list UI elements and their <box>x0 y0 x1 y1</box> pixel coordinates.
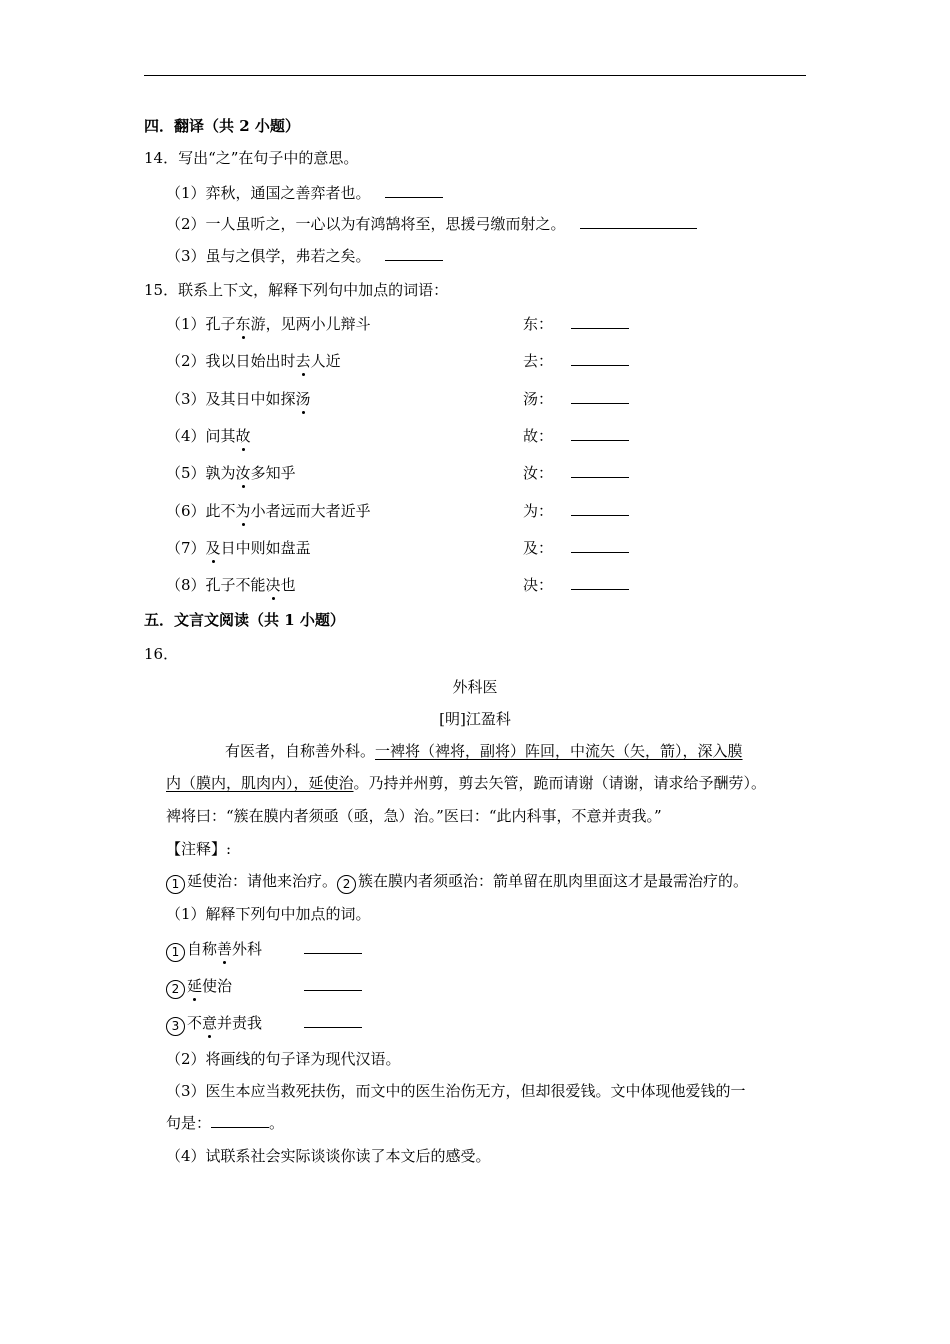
dotted-word: 延 <box>187 977 203 995</box>
q15-answer-label: 故： <box>523 426 554 445</box>
dotted-word: 汝 <box>235 464 251 483</box>
note-1-text: 延使治：请他来治疗。 <box>187 872 338 890</box>
q15-item-prefix: （8）孔子不能 <box>166 576 266 595</box>
q14-item-2-answer-blank[interactable] <box>580 216 697 229</box>
q15-item-suffix: 日中则如盘盂 <box>220 538 311 557</box>
q15-answer <box>523 314 629 334</box>
sub1-item-prefix: 自称 <box>187 940 218 958</box>
q15-item-prefix: （3）及其日中如探 <box>166 389 296 408</box>
sub1-item-suffix: 并责我 <box>217 1014 263 1032</box>
q15-item <box>166 575 296 595</box>
q15-answer-blank[interactable] <box>571 428 629 441</box>
q15-item-suffix: 也 <box>280 576 296 595</box>
q15-answer <box>523 389 629 409</box>
notes-title: 【注释】: <box>166 840 232 858</box>
notes-line <box>166 871 748 894</box>
q15-item-suffix: 人近 <box>310 352 341 371</box>
sub-question-3-line-2 <box>166 1113 284 1133</box>
dotted-word: 意 <box>202 1014 218 1032</box>
q15-item <box>166 314 371 334</box>
dotted-word: 故 <box>235 426 251 445</box>
q14-item-3-answer-blank[interactable] <box>385 248 443 261</box>
sub-question-3-prefix: 句是： <box>166 1114 212 1132</box>
q15-answer <box>523 501 629 521</box>
underlined-sentence-part-1: 一裨将（裨将，副将）阵回，中流矢（矢，箭），深入膜 <box>375 742 743 760</box>
sub1-answer <box>304 1013 362 1033</box>
q15-answer-label: 为： <box>523 501 554 520</box>
sub1-answer <box>304 976 362 996</box>
q15-item-suffix: 多知乎 <box>250 464 296 483</box>
section-four-title: 四．翻译（共 2 小题） <box>144 117 300 135</box>
q15-answer-blank[interactable] <box>571 577 629 590</box>
q15-item-prefix: （5）孰为 <box>166 464 236 483</box>
circled-number-icon: 2 <box>166 980 185 999</box>
dotted-word: 决 <box>265 576 281 595</box>
sub-question-3-suffix: 。 <box>269 1114 285 1132</box>
q15-answer-blank[interactable] <box>571 540 629 553</box>
passage-line-2-text: 。乃持并州剪，剪去矢管，跪而请谢（请谢，请求给予酬劳）。 <box>353 774 767 792</box>
circled-number-icon: 1 <box>166 943 185 962</box>
q15-answer <box>523 538 629 558</box>
sub1-answer-blank[interactable] <box>304 941 362 954</box>
q15-answer-label: 汤： <box>523 389 554 408</box>
sub1-answer <box>304 939 362 959</box>
q15-answer-blank[interactable] <box>571 503 629 516</box>
q15-answer <box>523 575 629 595</box>
question-15-stem: 15．联系上下文，解释下列句中加点的词语： <box>144 281 449 299</box>
q15-item-prefix: （2）我以日始出时 <box>166 352 296 371</box>
q15-answer <box>523 351 629 371</box>
sub1-item-suffix: 外科 <box>232 940 263 958</box>
passage-title: 外科医 <box>452 678 498 696</box>
question-16-number: 16． <box>144 645 179 663</box>
passage-author: [明]江盈科 <box>439 710 511 728</box>
q15-answer-label: 东： <box>523 315 554 333</box>
sub1-item <box>166 939 262 962</box>
q15-item-prefix: （4）问其 <box>166 426 236 445</box>
dotted-word: 及 <box>205 538 221 557</box>
passage-line-1 <box>225 741 743 761</box>
sub-question-1: （1）解释下列句中加点的词。 <box>166 905 371 923</box>
q15-item <box>166 463 296 483</box>
sub-question-3-line-1: （3）医生本应当救死扶伤，而文中的医生治伤无方，但却很爱钱。文中体现他爱钱的一 <box>166 1082 746 1100</box>
q15-answer-label: 及： <box>523 538 554 557</box>
sub1-answer-blank[interactable] <box>304 1015 362 1028</box>
q15-item <box>166 501 371 521</box>
passage-line-3: 裨将曰：“簇在膜内者须亟（亟，急）治。”医曰：“此内科事，不意并责我。” <box>166 807 662 825</box>
circled-number-icon: 3 <box>166 1017 185 1036</box>
q14-item-2 <box>166 214 697 234</box>
dotted-word: 东 <box>235 315 251 333</box>
sub1-item-prefix: 不 <box>187 1014 203 1032</box>
sub-question-4: （4）试联系社会实际谈谈你读了本文后的感受。 <box>166 1147 491 1165</box>
underlined-sentence-part-2: 内（膜内，肌肉内），延使治 <box>166 774 354 792</box>
header-rule <box>144 75 806 76</box>
q15-item-prefix: （1）孔子 <box>166 315 236 333</box>
q14-item-2-text: （2）一人虽听之，一心以为有鸿鹄将至，思援弓缴而射之。 <box>166 215 566 233</box>
dotted-word: 汤 <box>295 389 311 408</box>
sub-question-2: （2）将画线的句子译为现代汉语。 <box>166 1050 401 1068</box>
q15-answer-blank[interactable] <box>571 391 629 404</box>
q15-answer <box>523 463 629 483</box>
note-2-text: 簇在膜内者须亟治：箭单留在肌肉里面这才是最需治疗的。 <box>358 872 749 890</box>
q15-item <box>166 538 311 558</box>
circled-number-2-icon: 2 <box>337 875 356 894</box>
sub1-answer-blank[interactable] <box>304 978 362 991</box>
q15-answer-blank[interactable] <box>571 316 629 329</box>
q14-item-3 <box>166 246 443 266</box>
q15-answer-label: 去： <box>523 352 554 371</box>
q15-item <box>166 426 251 446</box>
passage-line-1-text: 有医者，自称善外科。 <box>225 742 376 760</box>
q15-answer-label: 决： <box>523 576 554 595</box>
q15-answer-label: 汝： <box>523 464 554 483</box>
sub1-item-suffix: 使治 <box>202 977 233 995</box>
dotted-word: 善 <box>217 940 233 958</box>
q14-item-3-text: （3）虽与之俱学，弗若之矣。 <box>166 247 371 265</box>
q15-item-prefix: （6）此不 <box>166 501 236 520</box>
q15-item <box>166 389 311 409</box>
q15-item-suffix: 游，见两小儿辩斗 <box>250 315 371 333</box>
section-five-title: 五．文言文阅读（共 1 小题） <box>144 611 345 629</box>
q15-answer-blank[interactable] <box>571 465 629 478</box>
sub1-item <box>166 1013 262 1036</box>
sub-question-3-answer-blank[interactable] <box>211 1115 269 1128</box>
question-14-stem: 14．写出“之”在句子中的意思。 <box>144 149 359 167</box>
q15-answer-blank[interactable] <box>571 353 629 366</box>
dotted-word: 为 <box>235 501 251 520</box>
q15-item <box>166 351 341 371</box>
q15-item-prefix: （7） <box>166 538 206 557</box>
passage-line-2 <box>166 773 766 793</box>
circled-number-1-icon: 1 <box>166 875 185 894</box>
dotted-word: 去 <box>295 352 311 371</box>
q15-item-suffix: 小者远而大者近乎 <box>250 501 371 520</box>
q14-item-1-text: （1）弈秋，通国之善弈者也。 <box>166 184 371 202</box>
sub1-item <box>166 976 232 999</box>
q15-answer <box>523 426 629 446</box>
q14-item-1-answer-blank[interactable] <box>385 185 443 198</box>
q14-item-1 <box>166 183 443 203</box>
